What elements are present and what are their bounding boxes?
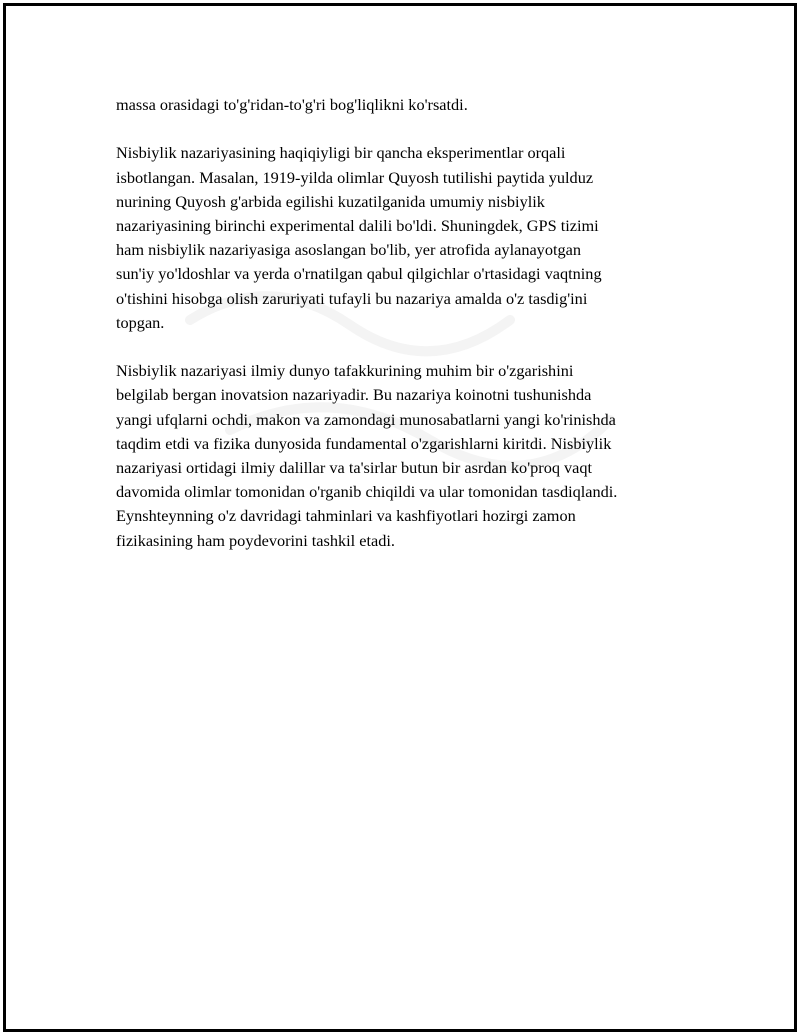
text-line: nazariyasining birinchi experimental dalili bo'ldi. Shuningdek, GPS tizimi — [116, 216, 599, 235]
paragraph-1 — [116, 93, 696, 117]
text-line: taqdim etdi va fizika dunyosida fundamental o'zgarishlarni kiritdi. Nisbiylik — [116, 433, 612, 453]
text-line: isbotlangan. Masalan, 1919-yilda olimlar Quyosh tutilishi paytida yulduz — [116, 167, 594, 187]
text-line: yangi ufqlarni ochdi, makon va zamondagi munosabatlarni yangi ko'rinishda — [116, 409, 616, 429]
text-line: sun'iy yo'ldoshlar va yerda o'rnatilgan qabul qilgichlar o'rtasidagi vaqtning — [116, 264, 602, 284]
text-line: belgilab bergan inovatsion nazariyadir. Bu nazariya koinotni tushunishda — [116, 385, 592, 405]
text-line: topgan. — [116, 312, 165, 332]
text-line: ham nisbiylik nazariyasiga asoslangan bo'lib, yer atrofida aylanayotgan — [116, 240, 581, 260]
text-line: Eynshteynning o'z davridagi tahminlari va kashfiyotlari hozirgi zamon — [116, 506, 576, 526]
text-line: davomida olimlar tomonidan o'rganib chiqildi va ular tomonidan tasdiqlandi. — [116, 482, 618, 502]
paragraph-2 — [116, 141, 696, 335]
text-line: o'tishini hisobga olish zaruriyati tufayli bu nazariya amalda o'z tasdig'ini — [116, 288, 588, 308]
text-line: Nisbiylik nazariyasi ilmiy dunyo tafakkurining muhim bir o'zgarishini — [116, 361, 574, 381]
text-line: fizikasining ham poydevorini tashkil etadi. — [116, 530, 395, 550]
text-line: nurining Quyosh g'arbida egilishi kuzatilganida umumiy nisbiylik — [116, 191, 545, 211]
document-body — [116, 93, 696, 577]
text-line: Nisbiylik nazariyasining haqiqiyligi bir qancha eksperimentlar orqali — [116, 143, 566, 163]
text-line: massa orasidagi to'g'ridan-to'g'ri bog'liqlikni ko'rsatdi. — [116, 95, 468, 114]
text-line: nazariyasi ortidagi ilmiy dalillar va ta'sirlar butun bir asrdan ko'proq vaqt — [116, 458, 593, 478]
paragraph-3 — [116, 359, 696, 553]
